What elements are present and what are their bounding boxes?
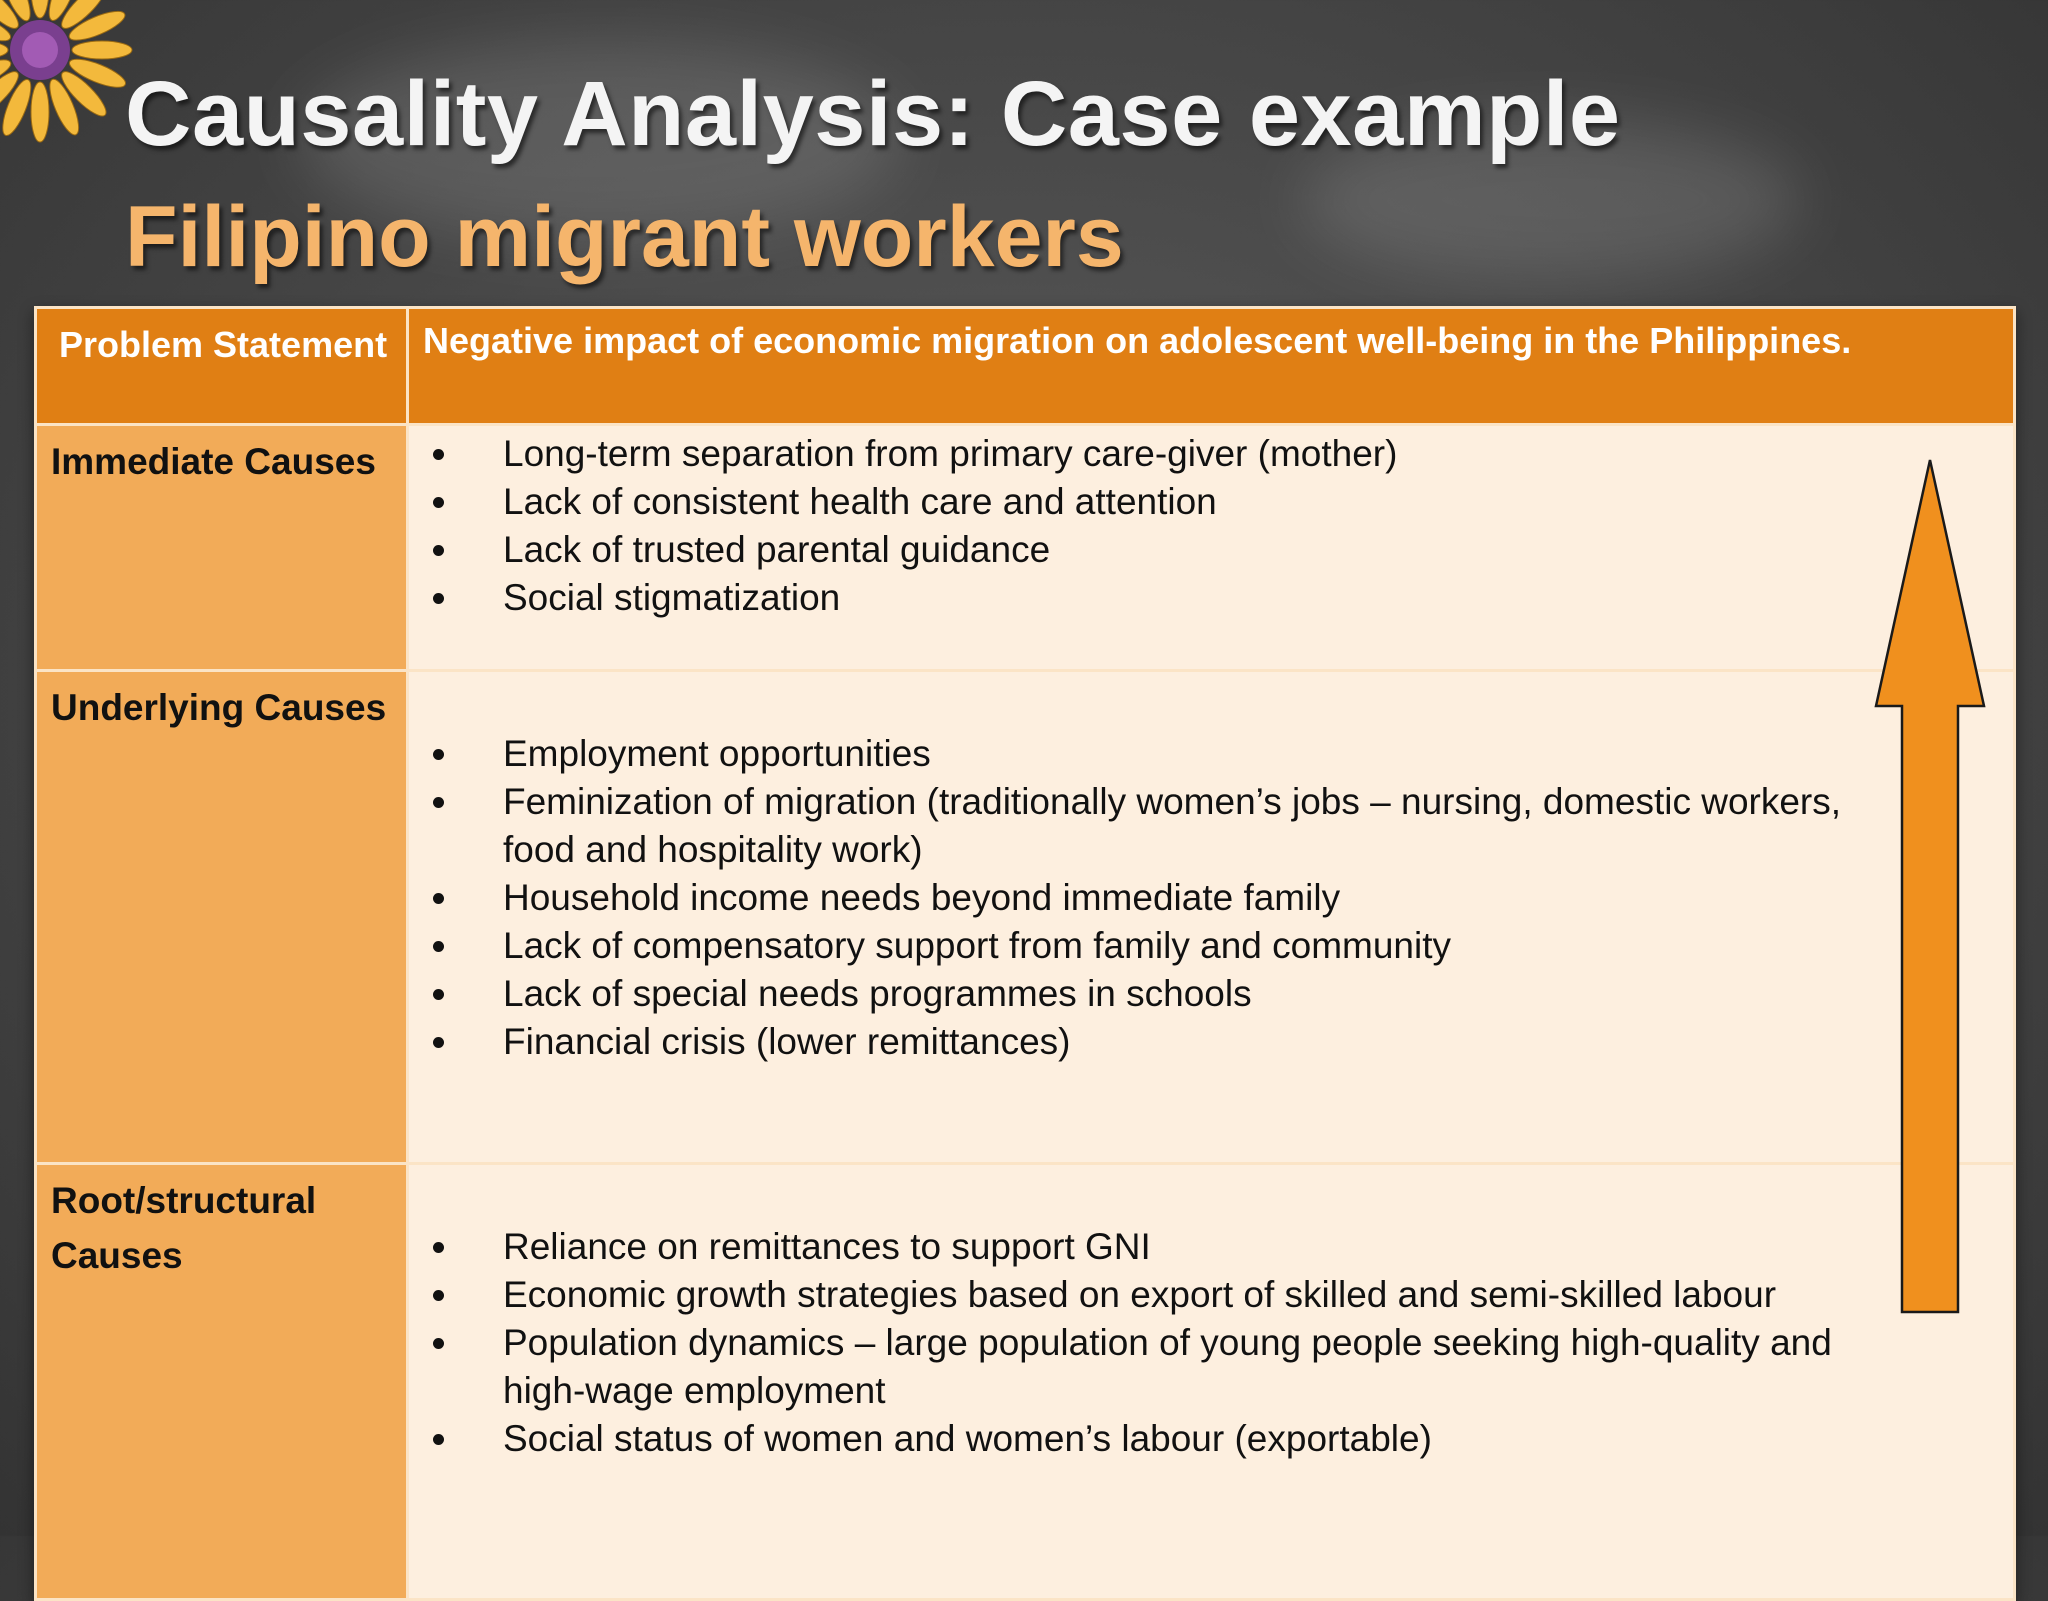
list-item: Lack of trusted parental guidance [423, 526, 1863, 574]
table-row-root [36, 1164, 2015, 1600]
table-row-immediate [36, 425, 2015, 671]
underlying-causes-label: Underlying Causes [36, 671, 408, 1164]
list-item: Social status of women and women’s labour (exportable) [423, 1415, 1863, 1463]
slide-title: Causality Analysis: Case example [125, 63, 1621, 165]
list-item: Employment opportunities [423, 730, 1863, 778]
immediate-causes-label: Immediate Causes [36, 425, 408, 671]
list-item: Social stigmatization [423, 574, 1863, 622]
causality-table [34, 306, 2016, 1601]
slide-subtitle: Filipino migrant workers [125, 189, 1124, 285]
table-row-problem [36, 308, 2015, 425]
list-item: Reliance on remittances to support GNI [423, 1223, 1863, 1271]
list-item: Lack of special needs programmes in schools [423, 970, 1863, 1018]
problem-statement-text: Negative impact of economic migration on adolescent well-being in the Philippines. [408, 308, 2015, 425]
list-item: Economic growth strategies based on export of skilled and semi-skilled labour [423, 1271, 1863, 1319]
up-arrow-icon [1872, 458, 1988, 1316]
list-item: Lack of compensatory support from family and community [423, 922, 1863, 970]
table-row-underlying [36, 671, 2015, 1164]
list-item: Population dynamics – large population of young people seeking high-quality and high-wage employment [423, 1319, 1863, 1415]
immediate-causes-list [423, 430, 1999, 622]
list-item: Long-term separation from primary care-giver (mother) [423, 430, 1863, 478]
problem-statement-label: Problem Statement [36, 308, 408, 425]
list-item: Lack of consistent health care and attention [423, 478, 1863, 526]
list-item: Household income needs beyond immediate family [423, 874, 1863, 922]
root-causes-cell [408, 1164, 2015, 1600]
underlying-causes-list [423, 730, 1999, 1066]
underlying-causes-cell [408, 671, 2015, 1164]
root-causes-label: Root/structural Causes [36, 1164, 408, 1600]
list-item: Feminization of migration (traditionally women’s jobs – nursing, domestic workers, food and hospitality work) [423, 778, 1863, 874]
immediate-causes-cell [408, 425, 2015, 671]
root-causes-list [423, 1223, 1999, 1463]
list-item: Financial crisis (lower remittances) [423, 1018, 1863, 1066]
